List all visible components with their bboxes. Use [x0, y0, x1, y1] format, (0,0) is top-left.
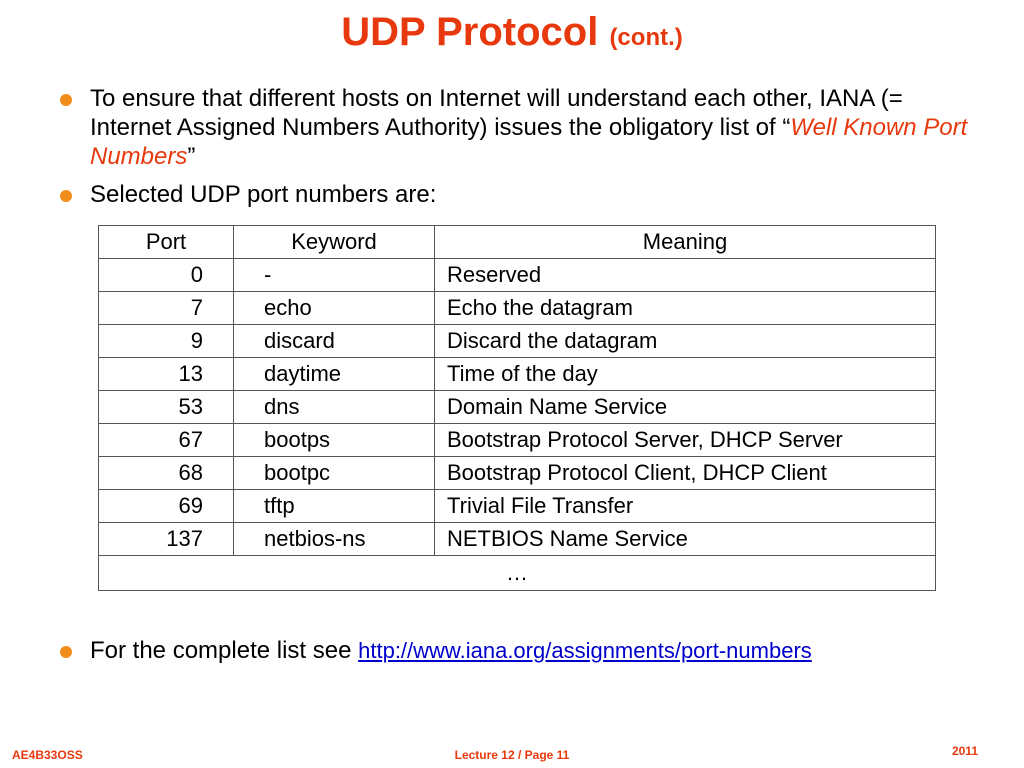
bullet-dot-icon [60, 646, 72, 658]
port-cell: 67 [99, 424, 234, 457]
ellipsis-cell: … [99, 556, 936, 591]
keyword-cell: tftp [234, 490, 435, 523]
meaning-cell: Trivial File Transfer [435, 490, 936, 523]
keyword-cell: dns [234, 391, 435, 424]
table-row [99, 358, 936, 391]
bullet-complete-list-text: For the complete list see http://www.iana.org/assignments/port-numbers [90, 637, 812, 664]
keyword-cell: daytime [234, 358, 435, 391]
keyword-cell: bootps [234, 424, 435, 457]
table-row [99, 457, 936, 490]
slide-title-sub: (cont.) [609, 24, 683, 51]
slide-title-main: UDP Protocol [341, 10, 599, 54]
meaning-cell: Reserved [435, 259, 936, 292]
header-meaning: Meaning [435, 226, 936, 259]
port-cell: 9 [99, 325, 234, 358]
header-keyword: Keyword [234, 226, 435, 259]
header-port: Port [99, 226, 234, 259]
footer-year: 2011 [951, 744, 978, 758]
keyword-cell: echo [234, 292, 435, 325]
footer-lecture-page: Lecture 12 / Page 11 [454, 748, 570, 762]
meaning-cell: Discard the datagram [435, 325, 936, 358]
bullet-iana [60, 84, 990, 171]
meaning-cell: NETBIOS Name Service [435, 523, 936, 556]
port-cell: 53 [99, 391, 234, 424]
meaning-cell: Bootstrap Protocol Client, DHCP Client [435, 457, 936, 490]
meaning-cell: Domain Name Service [435, 391, 936, 424]
slide-title [0, 10, 1024, 55]
bullet-dot-icon [60, 190, 72, 202]
keyword-cell: - [234, 259, 435, 292]
meaning-cell: Time of the day [435, 358, 936, 391]
port-cell: 137 [99, 523, 234, 556]
port-cell: 68 [99, 457, 234, 490]
table-row [99, 259, 936, 292]
table-ellipsis-row [99, 556, 936, 591]
table-header-row [99, 226, 936, 259]
table-row [99, 391, 936, 424]
keyword-cell: discard [234, 325, 435, 358]
table-row [99, 490, 936, 523]
footer-course-code: AE4B33OSS [12, 748, 83, 762]
table-row [99, 424, 936, 457]
port-cell: 7 [99, 292, 234, 325]
keyword-cell: netbios-ns [234, 523, 435, 556]
bullet-selected-ports-text: Selected UDP port numbers are: [90, 181, 437, 208]
well-known-ports-emphasis: Well Known Port Numbers [90, 114, 968, 170]
port-cell: 69 [99, 490, 234, 523]
table-row [99, 325, 936, 358]
meaning-cell: Bootstrap Protocol Server, DHCP Server [435, 424, 936, 457]
bullet-dot-icon [60, 94, 72, 106]
port-cell: 0 [99, 259, 234, 292]
bullet-iana-text: To ensure that different hosts on Internet will understand each other, IANA (= Internet Assigned Numbers Authority) issues the obligatory list of “Well Known Port Numbers” [90, 85, 968, 170]
table-row [99, 523, 936, 556]
bullet-complete-list [60, 636, 990, 665]
meaning-cell: Echo the datagram [435, 292, 936, 325]
bullet-selected-ports [60, 180, 990, 209]
port-cell: 13 [99, 358, 234, 391]
udp-ports-table [98, 225, 936, 591]
iana-port-numbers-link[interactable]: http://www.iana.org/assignments/port-numbers [358, 638, 812, 663]
table-row [99, 292, 936, 325]
keyword-cell: bootpc [234, 457, 435, 490]
